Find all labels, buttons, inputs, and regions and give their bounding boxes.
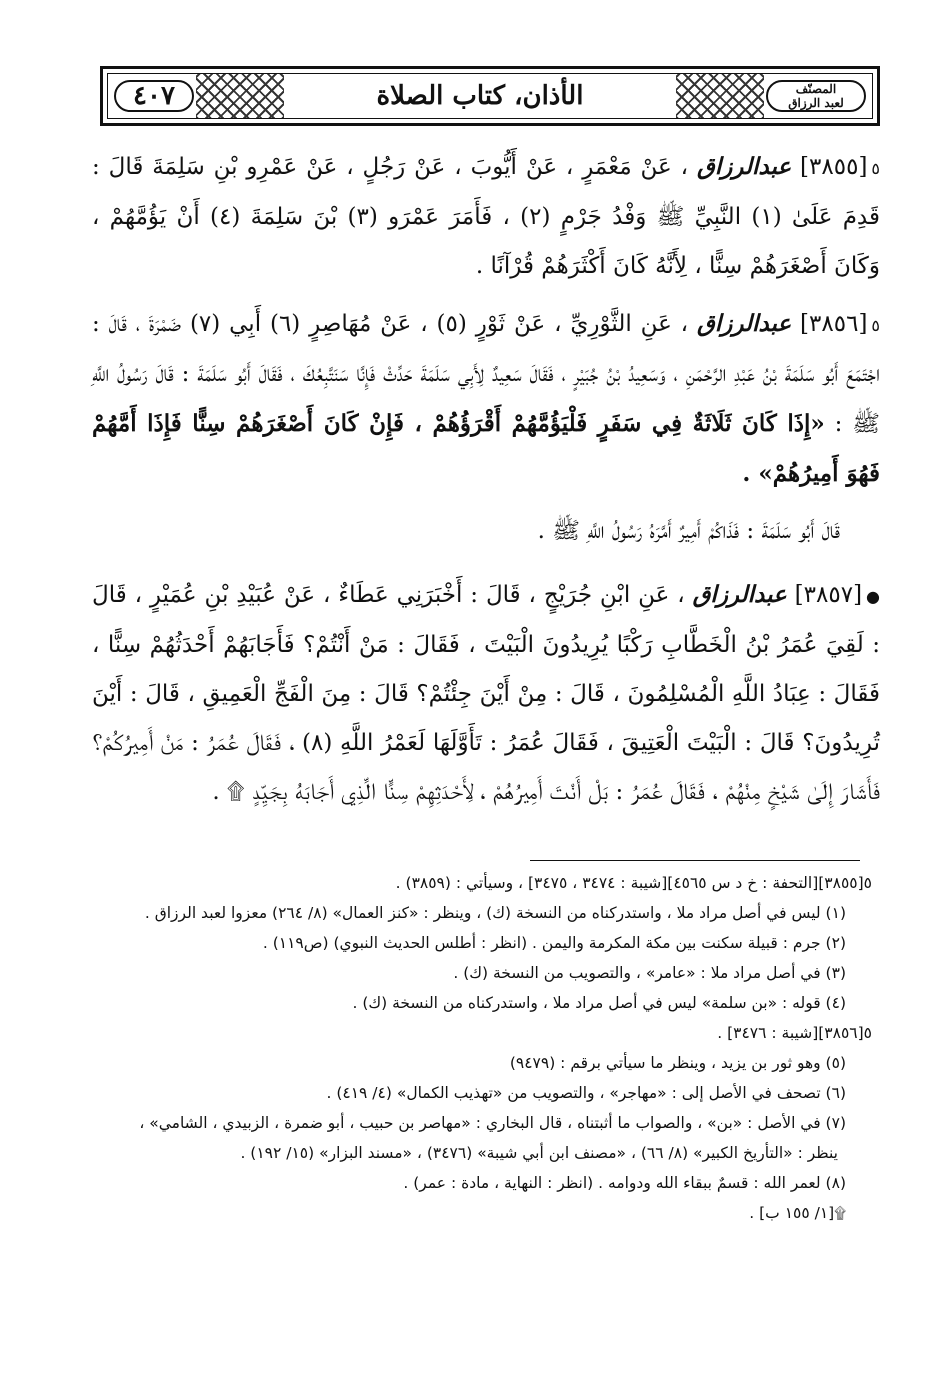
hadith-entry-3855 bbox=[92, 142, 880, 291]
footnote: (٣) في أصل مراد ملا : «عامر» ، والتصويب من النسخة (ك) . bbox=[453, 964, 846, 982]
footnote: ٥[٣٨٥٦][شيبة : ٣٤٧٦] . bbox=[717, 1024, 872, 1042]
footnote: (٦) تصحف في الأصل إلى : «مهاجر» ، والتصويب من «تهذيب الكمال» (٤/ ٤١٩) . bbox=[326, 1084, 846, 1102]
hadith-number: [٣٨٥٧] bbox=[794, 582, 863, 608]
prophetic-saying: «إِذَا كَانَ ثَلَاثَةٌ فِي سَفَرٍ فَلْيَؤُمَّهُمْ أَقْرَؤُهُمْ ، فَإِنْ كَانَ أَصْغَرَهُمْ سِنًّا فَإِذَا أَمَّهُمْ فَهُوَ أَمِيرُهُمْ» . bbox=[92, 410, 880, 487]
narrator-comment: قَالَ أَبُو سَلَمَةَ : فَذَاكُمْ أَمِيرٌ أَمَّرَهُ رَسُولُ اللَّهِ ﷺ . bbox=[537, 518, 840, 544]
footnote: (٥) وهو ثور بن يزيد ، وينظر ما سيأتي برقم : (٩٤٧٩) bbox=[509, 1054, 846, 1072]
footnote: (٧) في الأصل : «بن» ، والصواب ما أثبتناه ، قال البخاري : «مهاصر بن حبيب ، أبو ضمرة ، الزبيدي ، الشامي» ، bbox=[139, 1114, 846, 1132]
entry-marker: ● bbox=[866, 587, 881, 606]
footnote: ينظر : «التأريخ الكبير» (٨/ ٦٦) ، «مصنف ابن أبي شيبة» (٣٤٧٦) ، «مسند البزار» (١٥/ ١٩٢) . bbox=[240, 1144, 838, 1162]
footnote: (٢) جرم : قبيلة سكنت بين مكة المكرمة واليمن . (انظر : أطلس الحديث النبوي) (ص١١٩) . bbox=[262, 934, 846, 952]
footnotes bbox=[92, 868, 872, 1228]
page-number: ٤٠٧ bbox=[114, 80, 194, 112]
hadith-number: [٣٨٥٥] bbox=[800, 154, 868, 180]
footnote: ۩[١/ ١٥٥ ب] . bbox=[749, 1204, 846, 1222]
footnote-divider bbox=[530, 860, 860, 861]
page-header bbox=[100, 66, 880, 126]
hadith-text: ، عَنِ الثَّوْرِيِّ ، عَنْ ثَوْرٍ (٥) ، عَنْ مُهَاصِرٍ (٦) أَبِي (٧) ضَمْرَةَ ، قَالَ : اجْتَمَعَ أَبُو سَلَمَةَ بْنُ عَبْدِ الرَّحْمَنِ ، وَسَعِيدُ بْنُ جُبَيْرٍ ، فَقَالَ سَعِيدٌ لِأَبِي سَلَمَةَ حَدِّثْ فَإِنَّا سَنَتَّبِعُكَ ، فَقَالَ أَبُو سَلَمَةَ : قَالَ رَسُولُ اللَّهِ ﷺ : bbox=[92, 311, 880, 437]
running-title: الأذان، كتاب الصلاة bbox=[376, 81, 584, 111]
hadith-entry-3856 bbox=[92, 299, 880, 499]
ornament-left bbox=[196, 74, 284, 118]
seal-line-1: المصنّف bbox=[795, 82, 837, 96]
hadith-author: عبدالرزاق bbox=[696, 153, 792, 180]
ornament-right bbox=[676, 74, 764, 118]
footnote: (١) ليس في أصل مراد ملا ، واستدركناه من النسخة (ك) ، وينظر : «كنز العمال» (٨/ ٢٦٤) معزوا لعبد الرزاق . bbox=[144, 904, 846, 922]
hadith-text: ، عَنْ مَعْمَرٍ ، عَنْ أَيُّوبَ ، عَنْ رَجُلٍ ، عَنْ عَمْرِو بْنِ سَلِمَةَ قَالَ : قَدِمَ عَلَىٰ (١) النَّبِيِّ ﷺ وَفْدُ جَرْمٍ (٢) ، فَأَمَرَ عَمْرَو (٣) بْنَ سَلِمَةَ (٤) أَنْ يَؤُمَّهُمْ ، وَكَانَ أَصْغَرَهُمْ سِنًّا ، لِأَنَّهُ كَانَ أَكْثَرَهُمْ قُرْآنًا . bbox=[92, 154, 881, 279]
footnote: (٤) قوله : «بن سلمة» ليس في أصل مراد ملا ، واستدركناه من النسخة (ك) . bbox=[352, 994, 846, 1012]
seal-line-2: لعبد الرزاق bbox=[788, 96, 844, 110]
book-seal bbox=[766, 80, 866, 112]
entry-marker: ٥ bbox=[871, 159, 881, 178]
hadith-author: عبدالرزاق bbox=[692, 581, 787, 608]
footnote: (٨) لعمر الله : قسمٌ ببقاء الله ودوامه . (انظر : النهاية ، مادة : عمر) . bbox=[403, 1174, 846, 1192]
hadith-text: ، عَنِ ابْنِ جُرَيْجٍ ، قَالَ : أَخْبَرَنِي عَطَاءٌ ، عَنْ عُبَيْدِ بْنِ عُمَيْرٍ ، قَالَ : لَقِيَ عُمَرُ بْنُ الْخَطَّابِ رَكْبًا يُرِيدُونَ الْبَيْتَ ، فَقَالَ : مَنْ أَنْتُمْ؟ فَأَجَابَهُمْ أَحْدَثُهُمْ سِنًّا ، فَقَالَ : عِبَادُ اللَّهِ الْمُسْلِمُونَ ، قَالَ : مِنْ أَيْنَ جِئْتُمْ؟ قَالَ : مِنَ الْفَجِّ الْعَمِيقِ ، قَالَ : أَيْنَ تُرِيدُونَ؟ قَالَ : الْبَيْتَ الْعَتِيقَ ، فَقَالَ عُمَرُ : تَأَوَّلَهَا لَعَمْرُ اللَّهِ (٨) ، فَقَالَ عُمَرُ : مَنْ أَمِيرُكُمْ؟ فَأَشَارَ إِلَىٰ شَيْخٍ مِنْهُمْ ، فَقَالَ عُمَرُ : بَلْ أَنْتَ أَمِيرُهُمْ ، لِأَحْدَثِهِمْ سِنًّا الَّذِي أَجَابَهُ بِجَيِّدٍ ۩ . bbox=[92, 582, 880, 805]
hadith-entry-3857 bbox=[92, 570, 880, 817]
footnote: ٥[٣٨٥٥][التحفة : خ د س ٤٥٦٥][شيبة : ٣٤٧٤ ، ٣٤٧٥] ، وسيأتي : (٣٨٥٩) . bbox=[395, 874, 872, 892]
header-frame bbox=[107, 73, 873, 119]
hadith-number: [٣٨٥٦] bbox=[800, 311, 868, 337]
entry-marker: ٥ bbox=[871, 316, 881, 335]
main-text bbox=[92, 142, 880, 825]
hadith-author: عبدالرزاق bbox=[696, 310, 792, 337]
